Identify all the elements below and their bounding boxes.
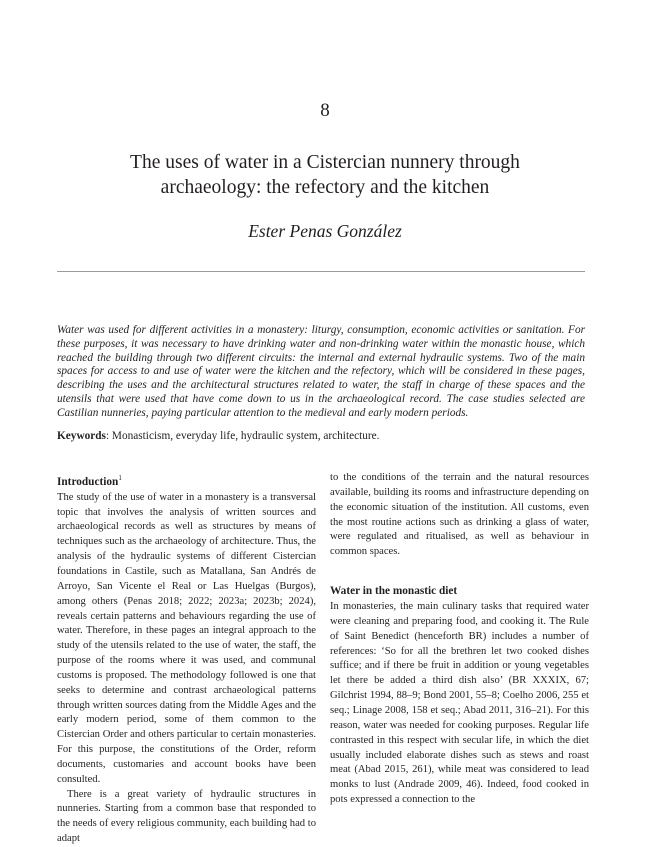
introduction-paragraph-continued: to the conditions of the terrain and the natural resources available, building its rooms and infrastructure depending on the economic situation of the institution. All customs, even the most routine actions such as drinking a glass of water, were regulated and ritualised, as well as behaviour in common spaces. <box>330 472 589 558</box>
chapter-title <box>60 150 590 200</box>
chapter-number: 8 <box>320 100 330 121</box>
footnote-marker[interactable]: 1 <box>118 474 122 482</box>
chapter-title-line-1: The uses of water in a Cistercian nunnery through <box>130 152 520 173</box>
keywords <box>57 429 585 443</box>
introduction-heading-text: Introduction <box>57 475 119 488</box>
diet-section-heading: Water in the monastic diet <box>330 585 458 598</box>
diet-paragraph-1: In monasteries, the main culinary tasks that required water were cleaning and preparing food, and cooking it. The Rule of Saint Benedict (henceforth BR) includes a number of references: ‘So for all the brethren let two cooked dishes suffice; and if there be fruit in addition or young vegetables let there be added a third dish also’ (BR XXXIX, 67; Gilchrist 1994, 88–9; Bond 2001, 55–8; Coelho 2006, 255 et seq.; Linage 2008, 158 et seq.; Abad 2011, 316–21). For this reason, water was needed for cooking purposes. Regular life contrasted in this respect with secular life, in which the diet usually included elaborate dishes such as stews and roast meat (Abad 2015, 261), while meat was considered to lead monks to lust (Andrade 2009, 46). Indeed, food cooked in pots expressed a connection to the <box>330 601 589 806</box>
chapter-title-line-2: archaeology: the refectory and the kitchen <box>160 177 490 198</box>
introduction-paragraph-1: The study of the use of water in a monastery is a transversal topic that involves the analysis of written sources and archaeological records as well as structures by means of techniques such as the archaeology of architecture. Thus, the analysis of the hydraulic systems of different Cistercian foundations in Castile, such as Matallana, San Andrés de Arroyo, San Vicente el Real or Las Huelgas (Burgos), among others (Penas 2018; 2022; 2023a; 2023b; 2024), reveals certain patterns and behaviours regarding the use of water. Therefore, in these pages an integral approach to the study of the utensils related to the use of water, the staff, the purpose of the rooms where it was used, and communal customs is proposed. The methodology followed is one that seeks to determine and contrast archaeological patterns through written sources dating from the Middle Ages and the early modern period, some of them common to the Cistercian Order and others particular to certain monasteries. For this purpose, the constitutions of the Order, reform documents, customaries and account books have been consulted. <box>57 491 316 785</box>
right-column <box>330 471 589 808</box>
left-column <box>57 471 316 847</box>
introduction-heading <box>57 471 316 489</box>
abstract: Water was used for different activities in a monastery: liturgy, consumption, economic activities or sanitation. For these purposes, it was necessary to have drinking water and non-drinking water within the monastic house, which reached the building through two different circuits: the internal and external hydraulic systems. Two of the main spaces for access to and use of water were the kitchen and the refectory, which will be considered in these pages, describing the uses and the architectural structures related to water, the staff in charge of these spaces and the utensils that were used that have come down to us in the archaeological record. The case studies selected are Castilian nunneries, paying particular attention to the medieval and early modern periods. <box>57 324 585 419</box>
keywords-label: Keywords <box>57 430 106 442</box>
introduction-paragraph-2: There is a great variety of hydraulic structures in nunneries. Starting from a common base that responded to the needs of every religious community, each building had to adapt <box>57 788 316 845</box>
keywords-text: : Monasticism, everyday life, hydraulic system, architecture. <box>105 430 380 442</box>
author-name: Ester Penas González <box>248 221 402 241</box>
title-divider <box>57 271 585 272</box>
